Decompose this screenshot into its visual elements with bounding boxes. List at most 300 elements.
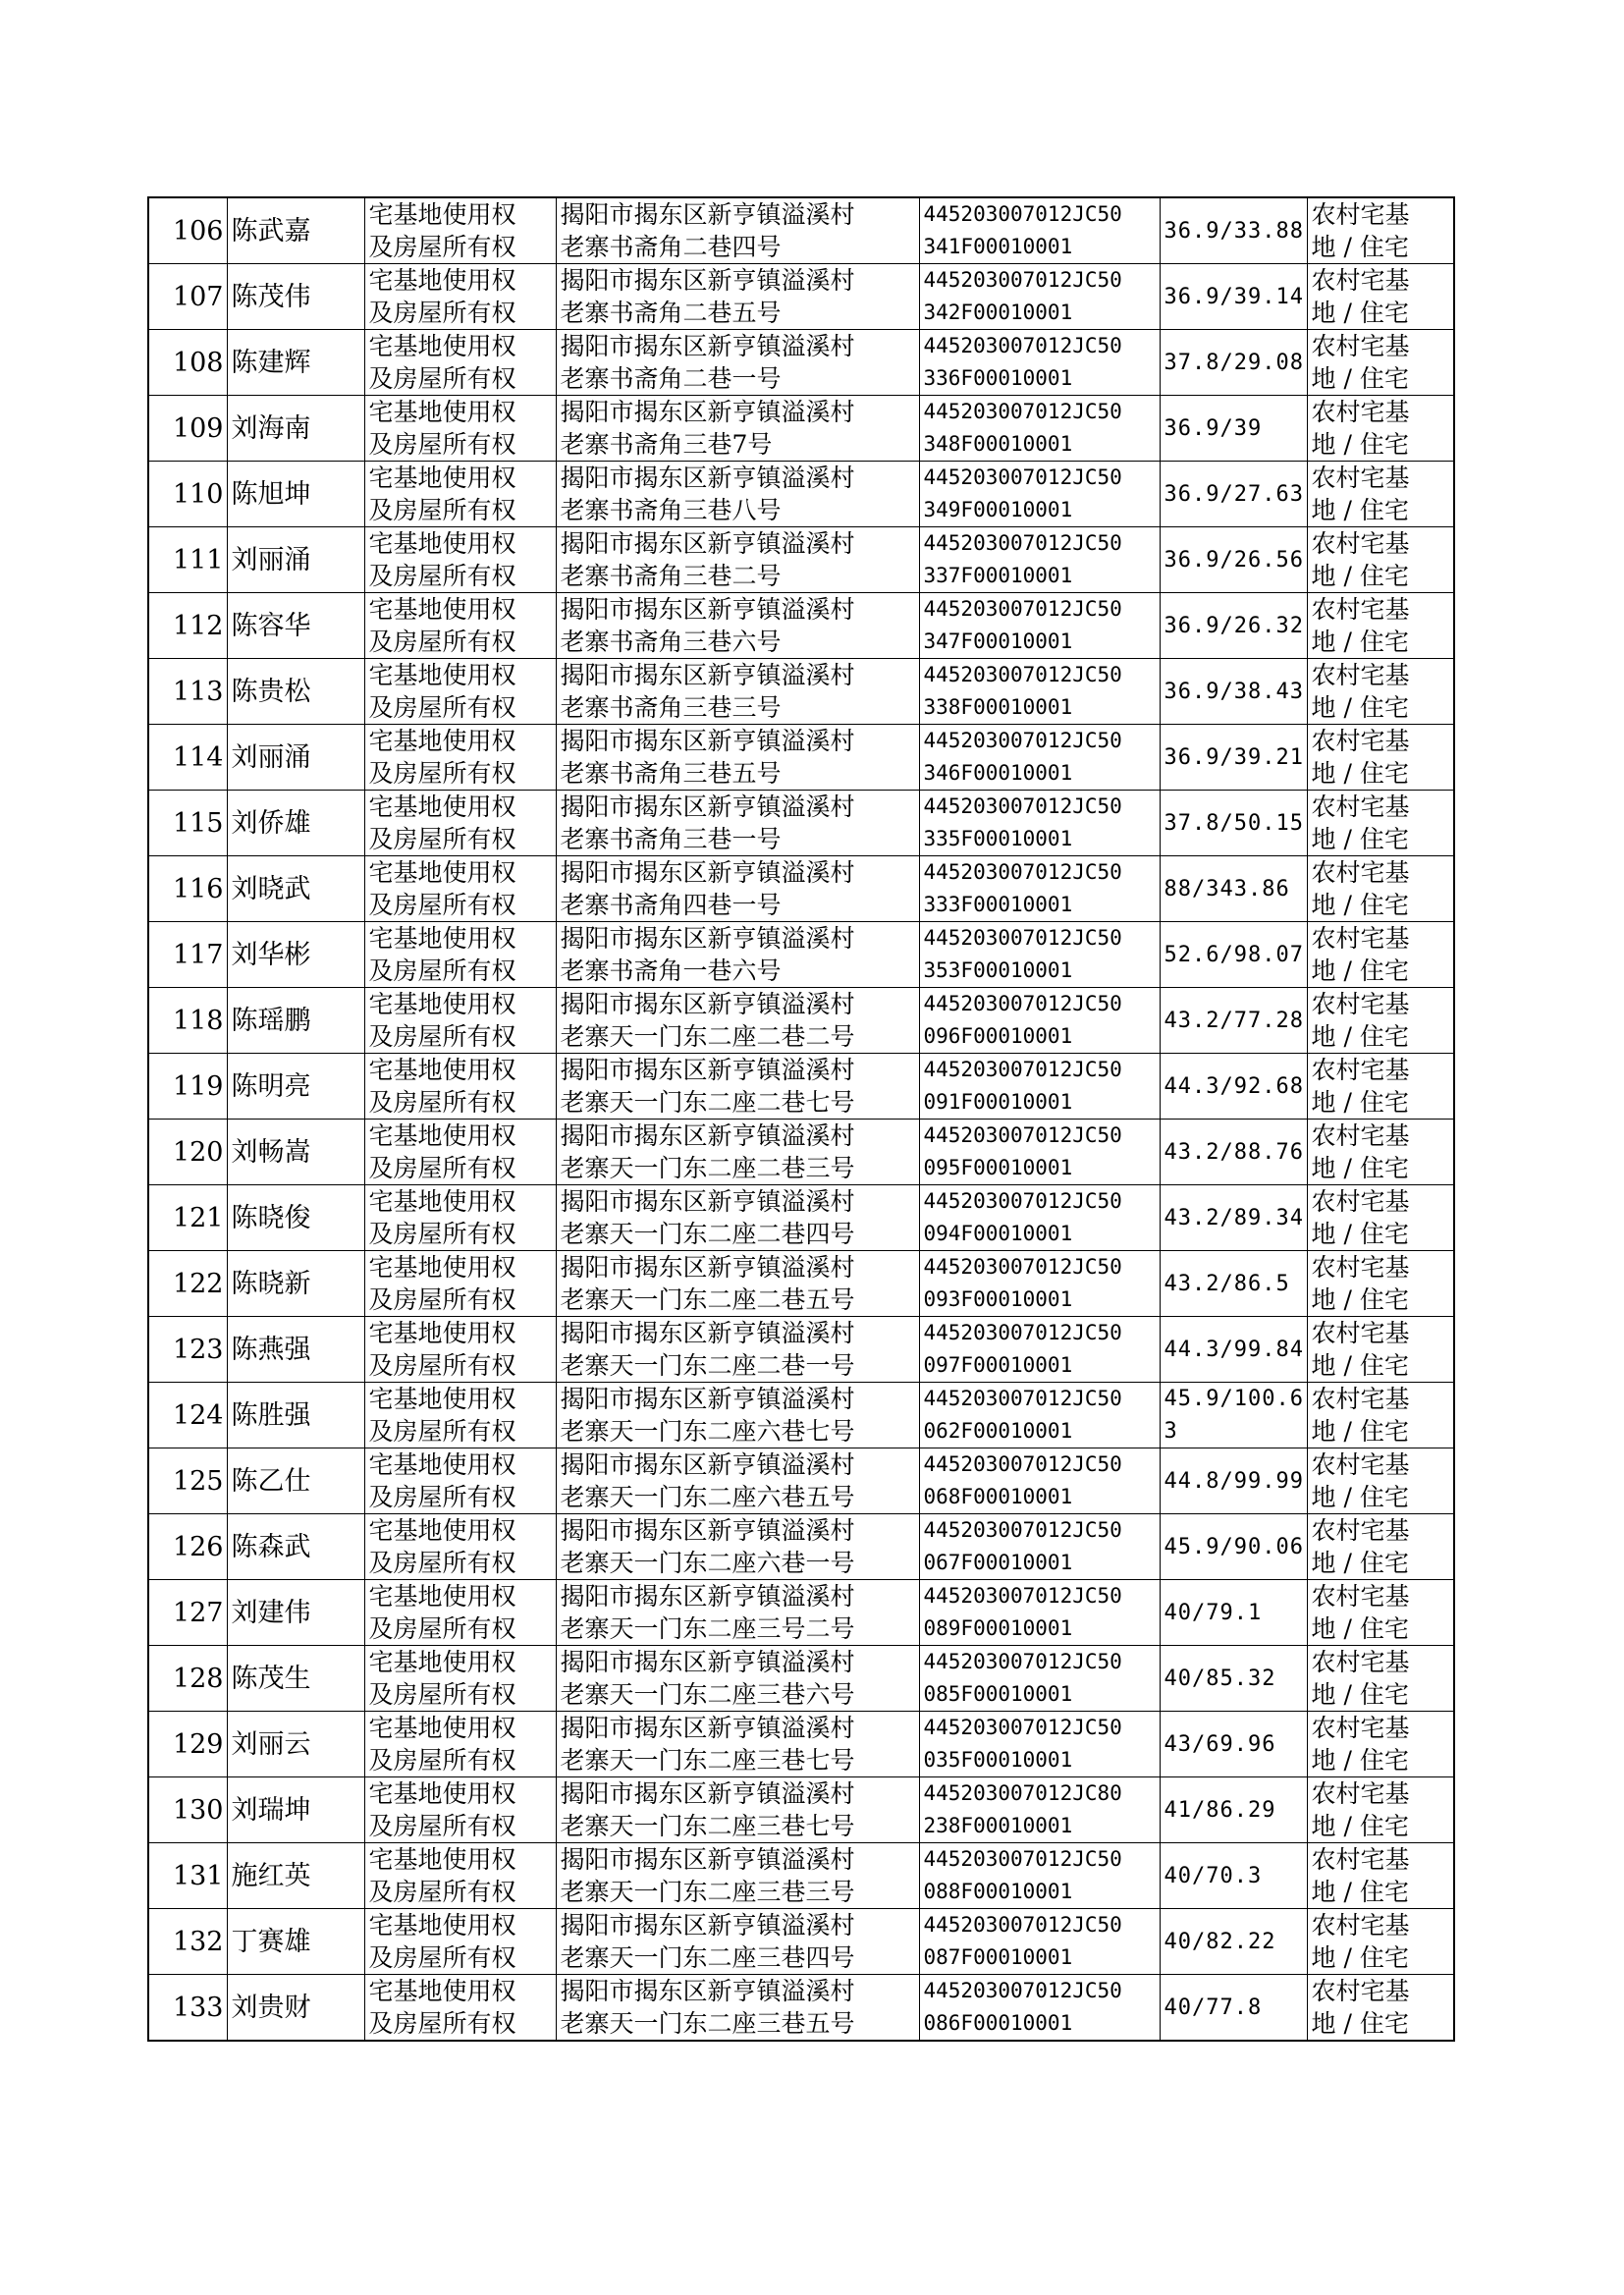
right-type-line: 及房屋所有权 [368,759,516,788]
owner-name: 刘丽云 [227,1712,364,1777]
address-line: 老寨天一门东二座二巷二号 [560,1022,855,1051]
right-type-cell [364,1185,556,1251]
table-row [148,1777,1454,1843]
land-use-line: 地 / 住宅 [1311,299,1409,327]
certificate-number-line: 445203007012JC50 [923,1847,1122,1871]
row-number: 106 [148,197,227,264]
right-type-line: 及房屋所有权 [368,1812,516,1840]
right-type-line: 及房屋所有权 [368,562,516,590]
land-use-cell [1307,462,1454,527]
address-line: 揭阳市揭东区新亨镇溢溪村 [560,464,855,492]
right-type-cell [364,1777,556,1843]
address-line: 老寨天一门东二座三巷七号 [560,1812,855,1840]
table-row [148,462,1454,527]
land-use-line: 农村宅基 [1311,1648,1410,1676]
certificate-number-cell [919,1777,1160,1843]
land-use-line: 农村宅基 [1311,529,1410,558]
certificate-number-line: 445203007012JC50 [923,1255,1122,1279]
owner-name: 陈茂伟 [227,264,364,330]
address-cell [556,1646,919,1712]
land-use-line: 地 / 住宅 [1311,956,1409,985]
right-type-line: 宅基地使用权 [368,1319,516,1347]
land-use-line: 农村宅基 [1311,1516,1410,1545]
area-value: 44.3/92.68 [1164,1073,1304,1099]
row-number: 120 [148,1120,227,1185]
address-line: 老寨天一门东二座六巷七号 [560,1417,855,1446]
address-line: 揭阳市揭东区新亨镇溢溪村 [560,1516,855,1545]
address-line: 老寨天一门东二座二巷一号 [560,1351,855,1380]
land-use-line: 农村宅基 [1311,595,1410,624]
row-number: 133 [148,1975,227,2042]
area-value: 45.9/100.63 [1164,1387,1304,1444]
table-row [148,1975,1454,2042]
address-line: 老寨书斋角三巷二号 [560,562,782,590]
land-use-line: 地 / 住宅 [1311,1220,1409,1248]
address-cell [556,1580,919,1646]
land-use-cell [1307,1054,1454,1120]
owner-name: 陈森武 [227,1514,364,1580]
land-use-line: 农村宅基 [1311,1056,1410,1084]
address-line: 揭阳市揭东区新亨镇溢溪村 [560,529,855,558]
certificate-number-cell [919,1317,1160,1383]
address-cell [556,527,919,593]
certificate-number-cell [919,856,1160,922]
right-type-line: 及房屋所有权 [368,1549,516,1577]
right-type-line: 及房屋所有权 [368,693,516,722]
table-row [148,1054,1454,1120]
certificate-number-line: 338F00010001 [923,695,1073,719]
table-row [148,1120,1454,1185]
area-value: 43/69.96 [1164,1731,1276,1757]
address-line: 揭阳市揭东区新亨镇溢溪村 [560,398,855,426]
address-line: 揭阳市揭东区新亨镇溢溪村 [560,1450,855,1479]
right-type-line: 宅基地使用权 [368,858,516,887]
address-cell [556,264,919,330]
address-line: 揭阳市揭东区新亨镇溢溪村 [560,792,855,821]
land-use-line: 地 / 住宅 [1311,891,1409,919]
land-use-line: 农村宅基 [1311,332,1410,360]
certificate-number-cell [919,330,1160,396]
land-use-line: 地 / 住宅 [1311,1285,1409,1314]
certificate-number-line: 445203007012JC50 [923,400,1122,423]
area-value: 36.9/39.21 [1164,744,1304,770]
table-row [148,1580,1454,1646]
land-use-line: 农村宅基 [1311,1187,1410,1216]
area-value: 36.9/38.43 [1164,679,1304,704]
owner-name: 陈明亮 [227,1054,364,1120]
address-cell [556,1909,919,1975]
area-value: 40/79.1 [1164,1600,1263,1625]
land-use-line: 农村宅基 [1311,1319,1410,1347]
right-type-line: 宅基地使用权 [368,464,516,492]
address-cell [556,330,919,396]
certificate-number-line: 445203007012JC50 [923,334,1122,357]
certificate-number-line: 333F00010001 [923,893,1073,916]
area-cell [1160,1120,1307,1185]
address-line: 揭阳市揭东区新亨镇溢溪村 [560,661,855,689]
right-type-line: 及房屋所有权 [368,496,516,524]
right-type-line: 及房屋所有权 [368,956,516,985]
certificate-number-line: 095F00010001 [923,1156,1073,1179]
row-number: 117 [148,922,227,988]
certificate-number-line: 093F00010001 [923,1287,1073,1311]
row-number: 116 [148,856,227,922]
land-use-line: 地 / 住宅 [1311,1943,1409,1972]
row-number: 123 [148,1317,227,1383]
address-line: 老寨书斋角三巷三号 [560,693,782,722]
certificate-number-line: 346F00010001 [923,761,1073,785]
land-use-line: 地 / 住宅 [1311,1812,1409,1840]
address-line: 揭阳市揭东区新亨镇溢溪村 [560,332,855,360]
certificate-number-line: 062F00010001 [923,1419,1073,1443]
area-cell [1160,659,1307,725]
right-type-cell [364,1120,556,1185]
area-value: 36.9/39 [1164,415,1263,441]
table-row [148,1843,1454,1909]
area-cell [1160,527,1307,593]
certificate-number-line: 342F00010001 [923,301,1073,324]
area-cell [1160,330,1307,396]
land-use-cell [1307,330,1454,396]
row-number: 113 [148,659,227,725]
table-row [148,264,1454,330]
certificate-number-line: 445203007012JC50 [923,1387,1122,1410]
area-value: 44.3/99.84 [1164,1337,1304,1362]
certificate-number-line: 445203007012JC50 [923,1452,1122,1476]
table-row [148,1646,1454,1712]
area-value: 43.2/89.34 [1164,1205,1304,1230]
row-number: 129 [148,1712,227,1777]
land-use-line: 地 / 住宅 [1311,1746,1409,1775]
certificate-number-line: 238F00010001 [923,1814,1073,1837]
row-number: 110 [148,462,227,527]
certificate-number-line: 035F00010001 [923,1748,1073,1772]
row-number: 112 [148,593,227,659]
land-use-line: 地 / 住宅 [1311,1088,1409,1117]
land-use-cell [1307,527,1454,593]
land-use-line: 农村宅基 [1311,1845,1410,1874]
land-use-cell [1307,922,1454,988]
address-cell [556,1843,919,1909]
address-line: 老寨书斋角三巷五号 [560,759,782,788]
table-row [148,1448,1454,1514]
owner-name: 陈建辉 [227,330,364,396]
address-line: 老寨书斋角三巷六号 [560,628,782,656]
owner-name: 刘丽涌 [227,725,364,791]
land-use-line: 地 / 住宅 [1311,233,1409,261]
right-type-line: 宅基地使用权 [368,1714,516,1742]
address-line: 揭阳市揭东区新亨镇溢溪村 [560,266,855,295]
address-line: 揭阳市揭东区新亨镇溢溪村 [560,1187,855,1216]
address-cell [556,1712,919,1777]
certificate-number-line: 088F00010001 [923,1880,1073,1903]
land-use-line: 农村宅基 [1311,1450,1410,1479]
certificate-number-cell [919,659,1160,725]
right-type-line: 及房屋所有权 [368,825,516,853]
area-value: 36.9/26.56 [1164,547,1304,573]
area-value: 40/85.32 [1164,1666,1276,1691]
address-line: 揭阳市揭东区新亨镇溢溪村 [560,1779,855,1808]
land-use-cell [1307,988,1454,1054]
right-type-line: 宅基地使用权 [368,661,516,689]
certificate-number-line: 445203007012JC50 [923,1058,1122,1081]
land-use-cell [1307,1909,1454,1975]
address-line: 揭阳市揭东区新亨镇溢溪村 [560,200,855,229]
area-value: 52.6/98.07 [1164,942,1304,967]
certificate-number-line: 096F00010001 [923,1024,1073,1048]
area-cell [1160,1843,1307,1909]
area-cell [1160,1975,1307,2042]
land-use-cell [1307,1514,1454,1580]
land-use-cell [1307,1251,1454,1317]
right-type-cell [364,462,556,527]
area-cell [1160,725,1307,791]
right-type-cell [364,1712,556,1777]
land-use-cell [1307,1185,1454,1251]
certificate-number-cell [919,1054,1160,1120]
table-row [148,593,1454,659]
right-type-cell [364,1580,556,1646]
right-type-cell [364,1909,556,1975]
certificate-number-cell [919,593,1160,659]
address-line: 老寨天一门东二座三巷七号 [560,1746,855,1775]
right-type-line: 宅基地使用权 [368,1845,516,1874]
right-type-line: 宅基地使用权 [368,1253,516,1282]
land-use-line: 地 / 住宅 [1311,1549,1409,1577]
certificate-number-cell [919,1120,1160,1185]
right-type-cell [364,1317,556,1383]
certificate-number-cell [919,725,1160,791]
owner-name: 施红英 [227,1843,364,1909]
table-row [148,396,1454,462]
row-number: 111 [148,527,227,593]
certificate-number-line: 445203007012JC50 [923,1979,1122,2002]
land-use-line: 农村宅基 [1311,1121,1410,1150]
right-type-line: 及房屋所有权 [368,1351,516,1380]
registry-body [148,197,1454,2041]
right-type-line: 宅基地使用权 [368,266,516,295]
address-cell [556,1317,919,1383]
right-type-cell [364,659,556,725]
table-row [148,1251,1454,1317]
certificate-number-line: 348F00010001 [923,432,1073,456]
row-number: 132 [148,1909,227,1975]
address-line: 老寨书斋角一巷六号 [560,956,782,985]
right-type-line: 及房屋所有权 [368,2009,516,2038]
certificate-number-cell [919,1909,1160,1975]
land-use-line: 地 / 住宅 [1311,1878,1409,1906]
land-use-cell [1307,659,1454,725]
address-line: 老寨书斋角二巷四号 [560,233,782,261]
certificate-number-cell [919,1580,1160,1646]
address-cell [556,197,919,264]
certificate-number-line: 445203007012JC50 [923,663,1122,686]
area-cell [1160,791,1307,856]
right-type-line: 及房屋所有权 [368,1943,516,1972]
certificate-number-line: 445203007012JC50 [923,1123,1122,1147]
right-type-line: 及房屋所有权 [368,364,516,393]
row-number: 127 [148,1580,227,1646]
address-cell [556,725,919,791]
right-type-line: 宅基地使用权 [368,727,516,755]
land-use-line: 农村宅基 [1311,1779,1410,1808]
owner-name: 刘侨雄 [227,791,364,856]
owner-name: 陈贵松 [227,659,364,725]
address-line: 老寨天一门东二座三巷三号 [560,1878,855,1906]
row-number: 121 [148,1185,227,1251]
area-cell [1160,1712,1307,1777]
area-cell [1160,1580,1307,1646]
right-type-line: 宅基地使用权 [368,1648,516,1676]
table-row [148,1317,1454,1383]
right-type-cell [364,1251,556,1317]
right-type-line: 宅基地使用权 [368,529,516,558]
owner-name: 陈容华 [227,593,364,659]
land-use-line: 农村宅基 [1311,990,1410,1018]
land-use-line: 农村宅基 [1311,924,1410,953]
owner-name: 刘瑞坤 [227,1777,364,1843]
right-type-cell [364,593,556,659]
row-number: 122 [148,1251,227,1317]
right-type-cell [364,1975,556,2042]
right-type-cell [364,1448,556,1514]
address-line: 老寨天一门东二座三巷六号 [560,1680,855,1709]
owner-name: 陈茂生 [227,1646,364,1712]
address-cell [556,1975,919,2042]
address-line: 老寨天一门东二座二巷七号 [560,1088,855,1117]
certificate-number-line: 445203007012JC50 [923,860,1122,884]
land-use-line: 农村宅基 [1311,1977,1410,2005]
right-type-line: 宅基地使用权 [368,1779,516,1808]
area-value: 41/86.29 [1164,1797,1276,1823]
address-line: 老寨天一门东二座三号二号 [560,1614,855,1643]
area-cell [1160,593,1307,659]
area-value: 43.2/86.5 [1164,1271,1290,1296]
land-use-line: 农村宅基 [1311,727,1410,755]
right-type-cell [364,922,556,988]
land-use-cell [1307,1712,1454,1777]
certificate-number-cell [919,922,1160,988]
area-value: 43.2/77.28 [1164,1008,1304,1033]
right-type-line: 及房屋所有权 [368,430,516,459]
table-row [148,791,1454,856]
address-line: 老寨天一门东二座二巷三号 [560,1154,855,1182]
land-use-line: 农村宅基 [1311,266,1410,295]
certificate-number-line: 089F00010001 [923,1616,1073,1640]
area-value: 36.9/39.14 [1164,284,1304,309]
address-cell [556,1777,919,1843]
land-use-cell [1307,197,1454,264]
owner-name: 刘丽涌 [227,527,364,593]
address-cell [556,1120,919,1185]
right-type-cell [364,1383,556,1448]
right-type-line: 及房屋所有权 [368,1483,516,1511]
right-type-line: 及房屋所有权 [368,1746,516,1775]
address-line: 揭阳市揭东区新亨镇溢溪村 [560,1714,855,1742]
certificate-number-cell [919,396,1160,462]
land-use-line: 地 / 住宅 [1311,1154,1409,1182]
area-cell [1160,856,1307,922]
right-type-line: 宅基地使用权 [368,1056,516,1084]
address-line: 老寨书斋角三巷一号 [560,825,782,853]
address-cell [556,593,919,659]
area-value: 40/70.3 [1164,1863,1263,1888]
address-cell [556,1383,919,1448]
right-type-line: 宅基地使用权 [368,1516,516,1545]
land-use-line: 地 / 住宅 [1311,1614,1409,1643]
address-line: 老寨天一门东二座三巷四号 [560,1943,855,1972]
right-type-cell [364,988,556,1054]
land-use-line: 地 / 住宅 [1311,2009,1409,2038]
owner-name: 陈晓俊 [227,1185,364,1251]
land-use-line: 地 / 住宅 [1311,1351,1409,1380]
right-type-line: 及房屋所有权 [368,1878,516,1906]
certificate-number-line: 085F00010001 [923,1682,1073,1706]
table-row [148,856,1454,922]
certificate-number-line: 094F00010001 [923,1222,1073,1245]
land-use-line: 地 / 住宅 [1311,430,1409,459]
land-use-line: 地 / 住宅 [1311,1417,1409,1446]
right-type-line: 宅基地使用权 [368,595,516,624]
certificate-number-cell [919,1448,1160,1514]
table-row [148,527,1454,593]
address-line: 揭阳市揭东区新亨镇溢溪村 [560,1911,855,1940]
right-type-line: 宅基地使用权 [368,398,516,426]
address-line: 老寨天一门东二座三巷五号 [560,2009,855,2038]
address-line: 揭阳市揭东区新亨镇溢溪村 [560,1648,855,1676]
certificate-number-line: 445203007012JC50 [923,1913,1122,1937]
address-line: 揭阳市揭东区新亨镇溢溪村 [560,1845,855,1874]
address-line: 揭阳市揭东区新亨镇溢溪村 [560,1582,855,1611]
address-cell [556,659,919,725]
land-use-line: 地 / 住宅 [1311,825,1409,853]
land-use-cell [1307,1120,1454,1185]
table-row [148,1383,1454,1448]
land-use-line: 农村宅基 [1311,200,1410,229]
owner-name: 刘海南 [227,396,364,462]
land-use-line: 农村宅基 [1311,464,1410,492]
address-line: 揭阳市揭东区新亨镇溢溪村 [560,1253,855,1282]
owner-name: 陈乙仕 [227,1448,364,1514]
row-number: 118 [148,988,227,1054]
certificate-number-line: 445203007012JC50 [923,1716,1122,1739]
certificate-number-line: 445203007012JC50 [923,1650,1122,1673]
certificate-number-cell [919,791,1160,856]
address-line: 揭阳市揭东区新亨镇溢溪村 [560,1977,855,2005]
right-type-line: 宅基地使用权 [368,200,516,229]
address-line: 老寨书斋角三巷八号 [560,496,782,524]
area-value: 44.8/99.99 [1164,1468,1304,1494]
area-cell [1160,462,1307,527]
table-row [148,1185,1454,1251]
certificate-number-line: 336F00010001 [923,366,1073,390]
certificate-number-cell [919,1646,1160,1712]
table-row [148,988,1454,1054]
right-type-line: 宅基地使用权 [368,1187,516,1216]
area-value: 37.8/50.15 [1164,810,1304,836]
owner-name: 陈武嘉 [227,197,364,264]
row-number: 115 [148,791,227,856]
certificate-number-line: 067F00010001 [923,1551,1073,1574]
area-cell [1160,922,1307,988]
land-use-line: 农村宅基 [1311,1582,1410,1611]
right-type-line: 及房屋所有权 [368,233,516,261]
certificate-number-cell [919,197,1160,264]
row-number: 130 [148,1777,227,1843]
address-line: 揭阳市揭东区新亨镇溢溪村 [560,727,855,755]
right-type-cell [364,396,556,462]
address-line: 揭阳市揭东区新亨镇溢溪村 [560,1385,855,1413]
